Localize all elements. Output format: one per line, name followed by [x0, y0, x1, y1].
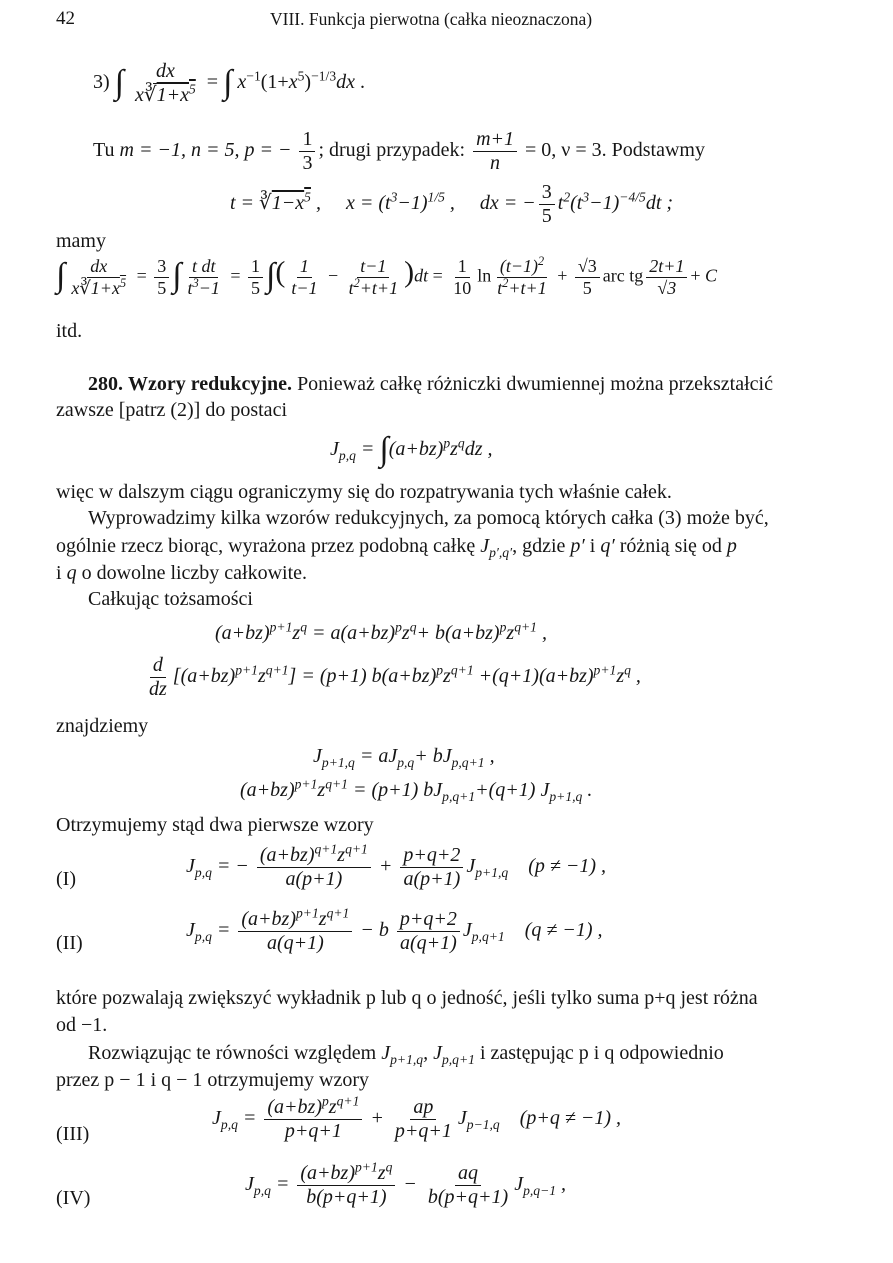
parameters-line: Tu m = −1, n = 5, p = − $\frac{1}{3}$ ; drugi przypadek: $\frac{m+1}{n}$ = 0, ν = 3. Podstawmy — [93, 128, 705, 174]
relation-2: $(a+bz)^{p+1}z^{q+1} = (p+1)$ $bJ_{p,q+1}+(q+1)$ $J_{p+1,q}$ . — [240, 776, 593, 804]
relation-1: $J_{p+1,q} = aJ_{p,q}+ bJ_{p,q+1}$ , — [313, 745, 495, 770]
formula-4: $J_{p,q}$ = $\frac{(a+bz)^{p+1}z^q}{b(p+q+1)}$ − $\frac{aq}{b(p+q+1)}$ $J_{p,q-1}$ , — [245, 1159, 567, 1208]
rozwiazujac-line2: przez p − 1 i q − 1 otrzymujemy wzory — [56, 1069, 370, 1091]
itd-text: itd. — [56, 320, 83, 342]
otrzymujemy-text: Otrzymujemy stąd dwa pierwsze wzory — [56, 814, 374, 836]
jpq-definition: $J_{p,q} = \int(a+bz)^pz^qdz$ , — [330, 431, 493, 468]
integration-result: ∫ $\frac{dx}{x∛1+x^5}$ = $\frac{3}{5}$ ∫ $\frac{\text{t dt}}{t^3-1}$ = $\frac{1}{5}$ ∫( $\frac{1}{t-1}$ − $\frac{t-1}{t^2+t+1}$ )dt = $\frac{1}{10}$ ln $\frac{(t-1)^2}{t^2+t+1}$ + $\frac{√3}{5}$ arc tg $\frac{2t+1}{√3}$ + C — [56, 254, 718, 298]
paragraph-3-line2: ogólnie rzecz biorąc, wyrażona przez podobną całkę $J_{p',q'}$, gdzie p′ i q′ różnią się od p — [56, 535, 737, 560]
formula-label-3: (III) — [56, 1123, 90, 1145]
formula-label-2: (II) — [56, 932, 83, 954]
identity-1: $(a+bz)^{p+1}z^q = a(a+bz)^pz^q+ b(a+bz)^pz^{q+1}$ , — [215, 619, 547, 644]
rozwiazujac-line1: Rozwiązując te równości względem $J_{p+1,q}$, $J_{p,q+1}$ i zastępując p i q odpowiednio — [88, 1042, 724, 1067]
formula-label-1: (I) — [56, 868, 76, 890]
formula-label-4: (IV) — [56, 1187, 91, 1209]
example-3-formula: 3) ∫ $\frac{dx}{x∛1+x^5}$ = ∫ $x^{-1}(1+x^5)^{-1/3}dx$ . — [93, 60, 366, 106]
paragraph-4: Całkując tożsamości — [88, 588, 253, 610]
example-label: 3) — [93, 71, 110, 94]
paragraph-3-line3: i q o dowolne liczby całkowite. — [56, 562, 308, 584]
page-number: 42 — [56, 8, 75, 29]
substitution-line: $t = ∛1-x^5$ , $x = (t^3-1)^{1/5}$ , dx = − $\frac{3}{5}$ $t^2(t^3-1)^{-4/5}dt$ ; — [230, 181, 674, 227]
section-280-line2: zawsze [patrz (2)] do postaci — [56, 399, 287, 421]
znajdziemy-text: znajdziemy — [56, 715, 149, 737]
ktore-line2: od −1. — [56, 1014, 108, 1036]
identity-2: $\frac{d}{dz}$ $[(a+bz)^{p+1}z^{q+1}] = (p+1)$ $b(a+bz)^pz^{q+1} +(q+1)(a+bz)^{p+1}z^q$ , — [149, 654, 641, 700]
paragraph-2: więc w dalszym ciągu ograniczymy się do rozpatrywania tych właśnie całek. — [56, 481, 672, 503]
paragraph-3-line1: Wyprowadzimy kilka wzorów redukcyjnych, za pomocą których całka (3) może być, — [88, 507, 769, 529]
running-title: VIII. Funkcja pierwotna (całka nieoznaczona) — [270, 9, 593, 29]
formula-2: $J_{p,q}$ = $\frac{(a+bz)^{p+1}z^{q+1}}{a(q+1)}$ − b $\frac{p+q+2}{a(q+1)}$ $J_{p,q+1}$ (q ≠ −1) , — [186, 905, 603, 954]
formula-1: $J_{p,q}$ = − $\frac{(a+bz)^{q+1}z^{q+1}}{a(p+1)}$ + $\frac{p+q+2}{a(p+1)}$ $J_{p+1,q}$ (p ≠ −1) , — [186, 841, 607, 890]
mamy-text: mamy — [56, 230, 106, 252]
ktore-line1: które pozwalają zwiększyć wykładnik p lub q o jedność, jeśli tylko suma p+q jest różna — [56, 987, 758, 1009]
formula-3: $J_{p,q}$ = $\frac{(a+bz)^pz^{q+1}}{p+q+1}$ + $\frac{ap}{p+q+1}$ $J_{p-1,q}$ (p+q ≠ −1) , — [212, 1093, 622, 1142]
section-280-line1: 280. Wzory redukcyjne. Ponieważ całkę różniczki dwumiennej można przekształcić — [88, 373, 773, 395]
